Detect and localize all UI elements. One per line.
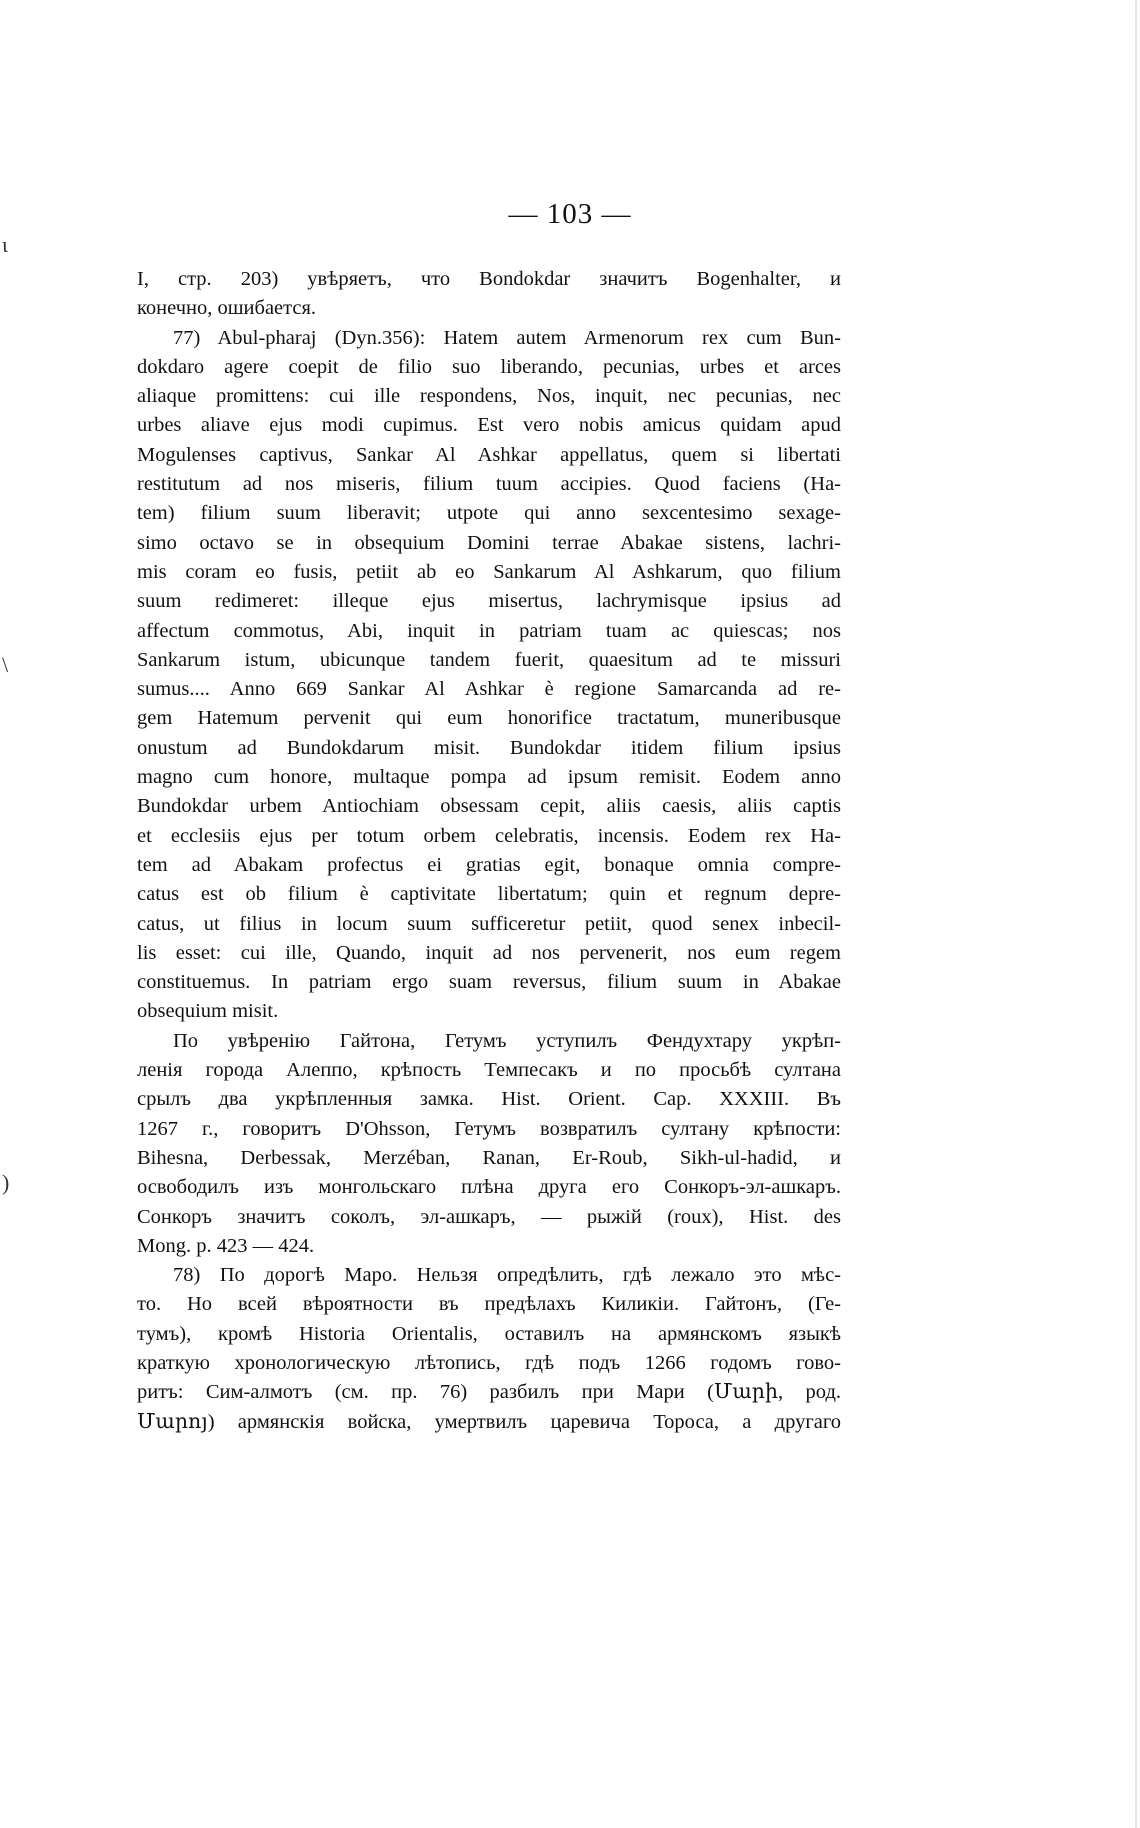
text-line: Bihesna, Derbessak, Merzéban, Ranan, Er-Roub, Sikh-ul-hadid, и [137, 1146, 841, 1169]
text-line: catus, ut filius in locum suum sufficeretur petiit, quod senex inbecil- [137, 912, 841, 935]
text-line: Mogulenses captivus, Sankar Al Ashkar appellatus, quem si libertati [137, 443, 841, 466]
text-line: Bundokdar urbem Antiochiam obsessam cepit, aliis caesis, aliis captis [137, 795, 841, 818]
text-line: gem Hatemum pervenit qui eum honorifice tractatum, muneribusque [137, 707, 841, 730]
page-number: — 103 — [508, 198, 632, 230]
text-line: catus est ob filium è captivitate libertatum; quin et regnum depre- [137, 883, 841, 906]
text-line: ритъ: Сим-алмотъ (см. пр. 76) разбилъ при Мари (Մարի, род. [137, 1381, 841, 1404]
margin-mark: ) [2, 1170, 10, 1195]
scan-edge [1135, 0, 1137, 1828]
text-line: magno cum honore, multaque pompa ad ipsum remisit. Eodem anno [137, 766, 841, 789]
text-line: constituemus. In patriam ergo suam reversus, filium suum in Abakae [137, 971, 841, 994]
text-line: 1267 г., говоритъ D'Ohsson, Гетумъ возвратилъ султану крѣпости: [137, 1117, 841, 1140]
text-line: Сонкоръ значитъ соколъ, эл-ашкаръ, — рыжій (roux), Hist. des [137, 1205, 841, 1228]
text-line: I, стр. 203) увѣряетъ, что Bondokdar значитъ Bogenhalter, и [137, 268, 841, 290]
text-line: 78) По дорогѣ Маро. Нельзя опредѣлить, гдѣ лежало это мѣс- [173, 1264, 841, 1287]
text-line: Sankarum istum, ubicunque tandem fuerit, quaesitum ad te missuri [137, 648, 841, 671]
text-line: то. Но всей вѣроятности въ предѣлахъ Киликіи. Гайтонъ, (Ге- [137, 1293, 841, 1316]
text-line: ленія города Алеппо, крѣпость Темпесакъ и по просьбѣ султана [137, 1059, 841, 1082]
text-line: urbes aliave ejus modi cupimus. Est vero nobis amicus quidam apud [137, 414, 841, 437]
text-line: mis coram eo fusis, petiit ab eo Sankarum Al Ashkarum, quo filium [137, 560, 841, 583]
text-line: краткую хронологическую лѣтопись, гдѣ подъ 1266 годомъ гово- [137, 1351, 841, 1374]
text-line: obsequium misit. [137, 1000, 279, 1023]
body-text [137, 265, 841, 1437]
text-line: освободилъ изъ монгольскаго плѣна друга его Сонкоръ-эл-ашкаръ. [137, 1176, 841, 1199]
text-line: dokdaro agere coepit de filio suo liberando, pecunias, urbes et arces [137, 355, 841, 378]
text-line: Մարոյ) армянскія войска, умертвилъ царевича Тороса, а другаго [137, 1410, 841, 1433]
text-line: et ecclesiis ejus per totum orbem celebratis, incensis. Eodem rex Ha- [137, 824, 841, 847]
text-line: срылъ два укрѣпленныя замка. Hist. Orient. Cap. XXXIII. Въ [137, 1088, 841, 1111]
text-line: lis esset: cui ille, Quando, inquit ad nos pervenerit, nos eum regem [137, 941, 841, 964]
text-line: По увѣренію Гайтона, Гетумъ уступилъ Фендухтару укрѣп- [173, 1029, 841, 1052]
text-line: тумъ), кромѣ Historia Orientalis, оставилъ на армянскомъ языкѣ [137, 1322, 841, 1345]
text-line: affectum commotus, Abi, inquit in patriam tuam ac quiescas; nos [137, 619, 841, 642]
margin-mark: \ [2, 652, 9, 677]
text-line: tem) filium suum liberavit; utpote qui anno sexcentesimo sexage- [137, 502, 841, 525]
text-line: onustum ad Bundokdarum misit. Bundokdar itidem filium ipsius [137, 736, 841, 759]
text-line: Mong. p. 423 — 424. [137, 1234, 315, 1257]
text-line: simo octavo se in obsequium Domini terrae Abakae sistens, lachri- [137, 531, 841, 554]
text-line: restitutum ad nos miseris, filium tuum accipies. Quod faciens (Ha- [137, 473, 841, 496]
text-line: конечно, ошибается. [137, 297, 317, 320]
text-line: 77) Abul-pharaj (Dyn.356): Hatem autem Armenorum rex cum Bun- [173, 326, 841, 349]
text-line: aliaque promittens: cui ille respondens, Nos, inquit, nec pecunias, nec [137, 385, 841, 408]
text-line: sumus.... Anno 669 Sankar Al Ashkar è regione Samarcanda ad re- [137, 678, 841, 701]
text-line: tem ad Abakam profectus ei gratias egit, bonaque omnia compre- [137, 853, 841, 876]
text-line: suum redimeret: illeque ejus misertus, lachrymisque ipsius ad [137, 590, 841, 613]
margin-mark: ι [2, 232, 8, 257]
